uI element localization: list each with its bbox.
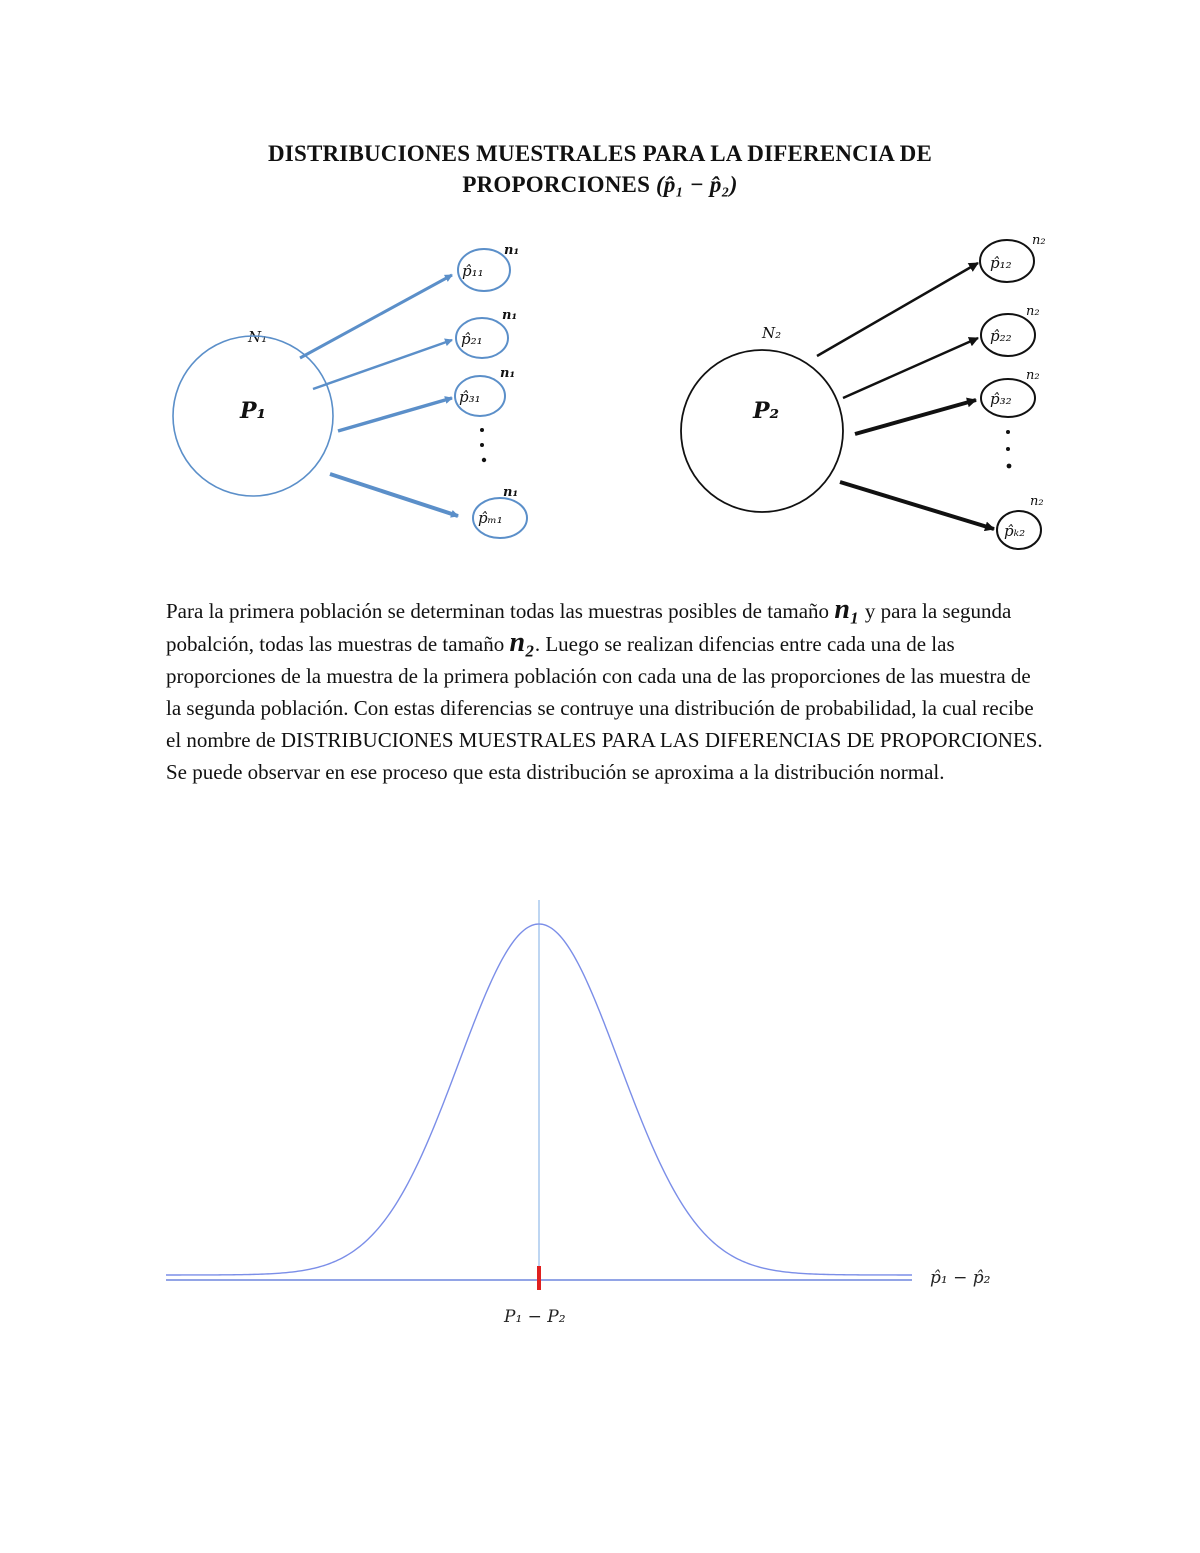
sample-p1-3-label: p̂₃₁ [459,388,481,406]
x-axis-label: p̂₁ − p̂₂ [930,1268,991,1288]
arrow-p2-sample-2 [843,338,978,398]
sample-p1-2-label: p̂₂₁ [461,330,483,348]
sample-p2-1-size: n₂ [1032,233,1046,248]
ellipsis-dots-p1 [480,428,486,462]
arrow-p2-sample-3 [855,400,976,434]
arrow-p2-sample-4 [840,482,994,529]
population-2-circle [681,350,843,512]
arrow-p1-sample-3 [338,398,452,431]
paragraph-text [166,594,1046,788]
sample-p2-3-label: p̂₃₂ [990,390,1012,408]
normal-distribution-chart [166,900,991,1327]
sample-p2-3-size: n₂ [1026,368,1040,383]
sample-p1-3-size: n₁ [500,366,516,381]
population-2-label: P₂ [753,398,780,424]
sample-p1-1-size: n₁ [504,243,520,258]
population-1-group [173,243,527,538]
sample-p1-1-label: p̂₁₁ [462,262,484,280]
sample-p2-4-size: n₂ [1030,494,1044,509]
population-1-size-label: N₁ [248,328,268,346]
body-paragraph [166,594,1046,788]
arrow-p1-sample-4 [330,474,458,516]
sample-p1-4-label: p̂ₘ₁ [478,509,503,527]
mean-label: P₁ − P₂ [504,1307,566,1327]
arrow-p2-sample-1 [817,263,978,356]
title-expression: (p̂₁ − p̂₂) [656,172,738,197]
paragraph-sentence-1: Para la primera población se determinan todas las muestras posibles de tamaño [166,599,835,623]
population-2-size-label: N₂ [762,324,782,342]
sample-p2-2-label: p̂₂₂ [990,327,1012,345]
arrow-p1-sample-1 [300,275,452,358]
n2-symbol: n₂ [509,627,535,658]
title-line-1: DISTRIBUCIONES MUESTRALES PARA LA DIFERENCIA DE [268,141,932,166]
arrow-p1-sample-2 [313,340,452,389]
sample-p2-4-label: p̂ₖ₂ [1004,522,1026,540]
sample-p1-2-size: n₁ [502,308,518,323]
ellipsis-dots-p2 [1006,430,1011,468]
title-line-2-text: PROPORCIONES [462,172,657,197]
sample-p1-4-size: n₁ [503,485,519,500]
paragraph-sentence-2: y para la segunda pobalción, todas las muestras de tamaño [166,599,1012,656]
sample-p2-2-size: n₂ [1026,304,1040,319]
population-1-label: P₁ [240,398,267,424]
population-2-group [681,233,1046,549]
n1-symbol: n₁ [834,594,860,625]
paragraph-sentence-3: . Luego se realizan difencias entre cada una de las proporciones de la muestra de la primera población con cada una de las proporciones de las muestra de la segunda población. Con estas diferencias se contruye una distribución de probabilidad, la cual recibe el nombre de DISTRIBUCIONES MUESTRALES PARA LAS DIFERENCIAS DE PROPORCIONES. Se puede observar en ese proceso que esta distribución se aproxima a la distribución normal. [166,632,1043,784]
sample-p2-1-label: p̂₁₂ [990,254,1012,272]
